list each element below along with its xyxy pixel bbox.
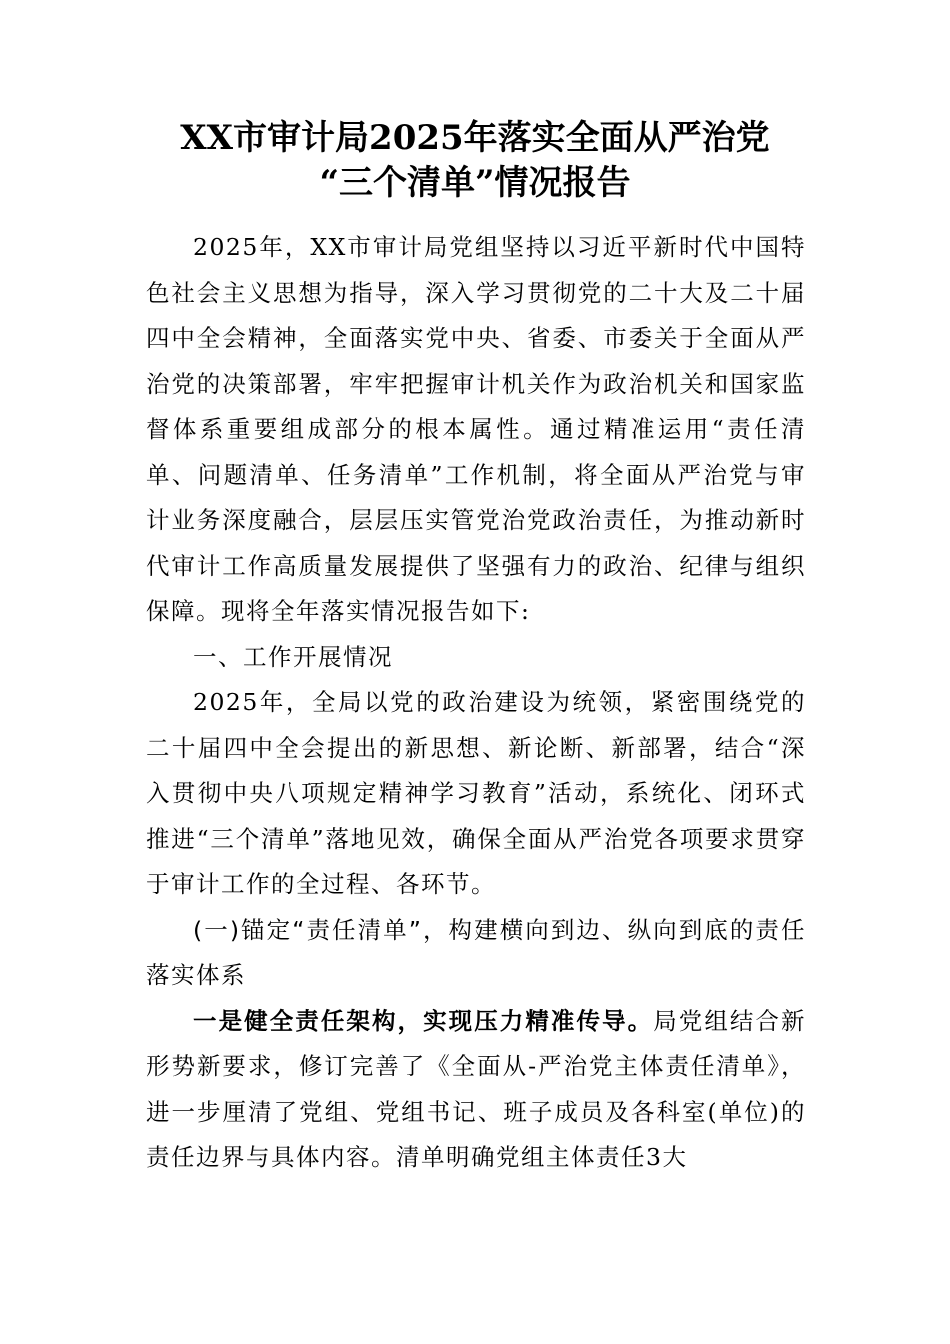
intro-paragraph: 2025年，XX市审计局党组坚持以习近平新时代中国特色社会主义思想为指导，深入学习贯彻党的二十大及二十届四中全会精神，全面落实党中央、省委、市委关于全面从严治党的决策部署，牢牢把握审计机关作为政治机关和国家监督体系重要组成部分的根本属性。通过精准运用“责任清单、问题清单、任务清单”工作机制，将全面从严治党与审计业务深度融合，层层压实管党治党政治责任，为推动新时代审计工作高质量发展提供了坚强有力的政治、纪律与组织保障。现将全年落实情况报告如下:	[146, 233, 806, 625]
section1-heading: 一、工作开展情况	[193, 642, 393, 671]
document-title-line1: XX市审计局2025年落实全面从严治党	[180, 118, 770, 158]
point1-text: 局党组结合新形势新要求，修订完善了《全面从-严治党主体责任清单》，进一步厘清了党组、党组书记、班子成员及各科室(单位)的责任边界与具体内容。清单明确党组主体责任3大	[146, 1006, 807, 1171]
subsection1-heading: (一)锚定“责任清单”，构建横向到边、纵向到底的责任落实体系	[146, 915, 806, 989]
point1-paragraph	[146, 999, 806, 1181]
document-body	[146, 225, 806, 1181]
document-title-line2: “三个清单”情况报告	[319, 163, 631, 203]
point1-lead: 一是健全责任架构，实现压力精准传导。	[193, 1006, 654, 1035]
section1-paragraph: 2025年，全局以党的政治建设为统领，紧密围绕党的二十届四中全会提出的新思想、新论断、新部署，结合“深入贯彻中央八项规定精神学习教育”活动，系统化、闭环式推进“三个清单”落地见效，确保全面从严治党各项要求贯穿于审计工作的全过程、各环节。	[146, 688, 806, 898]
